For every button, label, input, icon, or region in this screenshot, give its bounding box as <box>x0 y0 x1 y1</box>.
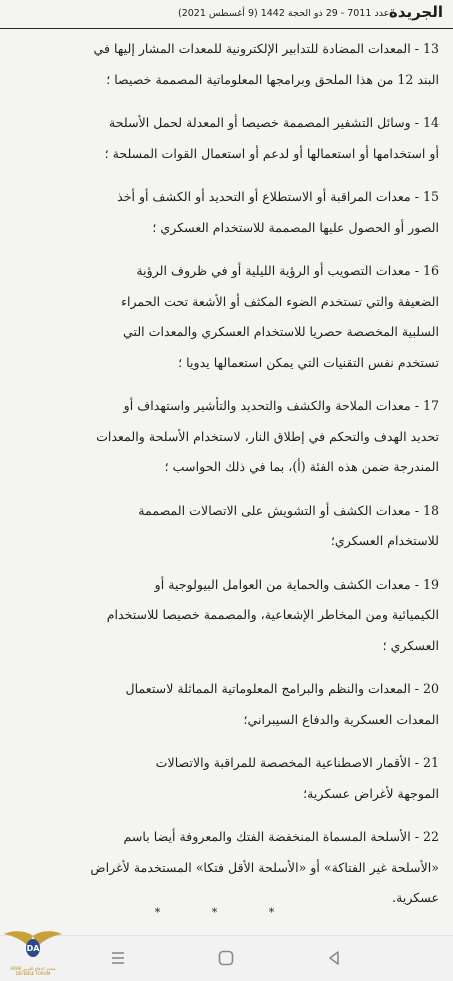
page-header <box>0 0 453 29</box>
logo-text: DA <box>26 944 40 953</box>
recent-apps-icon[interactable] <box>104 944 132 972</box>
watermark-caption: منتدى الدفاع العربي ARAB DEFENSE FORUM <box>10 966 56 976</box>
list-item <box>14 108 439 169</box>
eagle-logo-icon <box>2 928 64 966</box>
text-line: المعدات العسكرية والدفاع السيبراني؛ <box>243 711 439 727</box>
text-line: «الأسلحة غير الفتاكة» أو «الأسلحة الأقل فتكا» المستخدمة لأغراض <box>90 859 439 875</box>
text-line: عسكرية. <box>392 890 439 905</box>
text-line: 14 - وسائل التشفير المصممة خصيصا أو المعدلة لحمل الأسلحة <box>109 115 439 130</box>
android-nav-bar <box>0 935 453 981</box>
list-item <box>14 748 439 809</box>
list-item <box>14 256 439 378</box>
list-item <box>14 391 439 483</box>
text-line: 15 - معدات المراقبة أو الاستطلاع أو التحديد أو الكشف أو أخذ <box>117 189 439 204</box>
article-body <box>14 34 439 927</box>
text-line: 16 - معدات التصويب أو الرؤية الليلية أو في ظروف الرؤية <box>136 263 439 278</box>
text-line: للاستخدام العسكري؛ <box>330 533 439 548</box>
home-icon[interactable] <box>212 944 240 972</box>
text-line: العسكري ؛ <box>382 637 439 653</box>
text-line: الضعيفة والتي تستخدم الضوء المكثف أو الأشعة تحت الحمراء <box>121 293 439 309</box>
text-line: تستخدم نفس التقنيات التي يمكن استعمالها يدويا ؛ <box>178 354 439 370</box>
text-line: 17 - معدات الملاحة والكشف والتحديد والتأشير واستهداف أو <box>123 398 439 413</box>
newspaper-title: الجريدة <box>388 3 443 21</box>
text-line: الكيميائية ومن المخاطر الإشعاعية، والمصممة خصيصا للاستخدام <box>106 607 439 622</box>
forum-watermark <box>2 928 64 980</box>
list-item <box>14 822 439 914</box>
text-line: الموجهة لأغراض عسكرية؛ <box>303 785 439 801</box>
list-item <box>14 182 439 243</box>
text-line: 22 - الأسلحة المسماة المنخفضة الفتك والمعروفة أيضا باسم <box>123 829 439 844</box>
text-line: البند 12 من هذا الملحق وبرامجها المعلوماتية المصممة خصيصا ؛ <box>106 71 439 87</box>
issue-info: عدد 7011 - 29 ذو الحجة 1442 (9 أغسطس 2021) <box>178 8 390 19</box>
text-line: المندرجة ضمن هذه الفئة (أ)، بما في ذلك الحواسب ؛ <box>164 459 439 474</box>
text-line: الصور أو الحصول عليها المصممة للاستخدام العسكري ؛ <box>152 219 439 235</box>
text-line: السلبية المخصصة حصريا للاستخدام العسكري والمعدات التي <box>123 324 439 339</box>
list-item <box>14 34 439 95</box>
list-item <box>14 674 439 735</box>
text-line: 21 - الأقمار الاصطناعية المخصصة للمراقبة والاتصالات <box>155 755 439 770</box>
text-line: 19 - معدات الكشف والحماية من العوامل البيولوجية أو <box>154 576 439 592</box>
list-item <box>14 496 439 557</box>
back-icon[interactable] <box>320 944 348 972</box>
text-line: تحديد الهدف والتحكم في إطلاق النار، لاستخدام الأسلحة والمعدات <box>96 428 439 444</box>
text-line: 20 - المعدات والنظم والبرامج المعلوماتية المماثلة لاستعمال <box>125 681 439 696</box>
list-item <box>14 570 439 662</box>
text-line: 13 - المعدات المضادة للتدابير الإلكترونية للمعدات المشار إليها في <box>93 41 439 56</box>
text-line: 18 - معدات الكشف أو التشويش على الاتصالات المصممة <box>138 502 439 518</box>
text-line: أو استخدامها أو استعمالها أو لدعم أو استعمال القوات المسلحة ؛ <box>104 145 439 161</box>
section-separator: * * * <box>154 906 299 919</box>
